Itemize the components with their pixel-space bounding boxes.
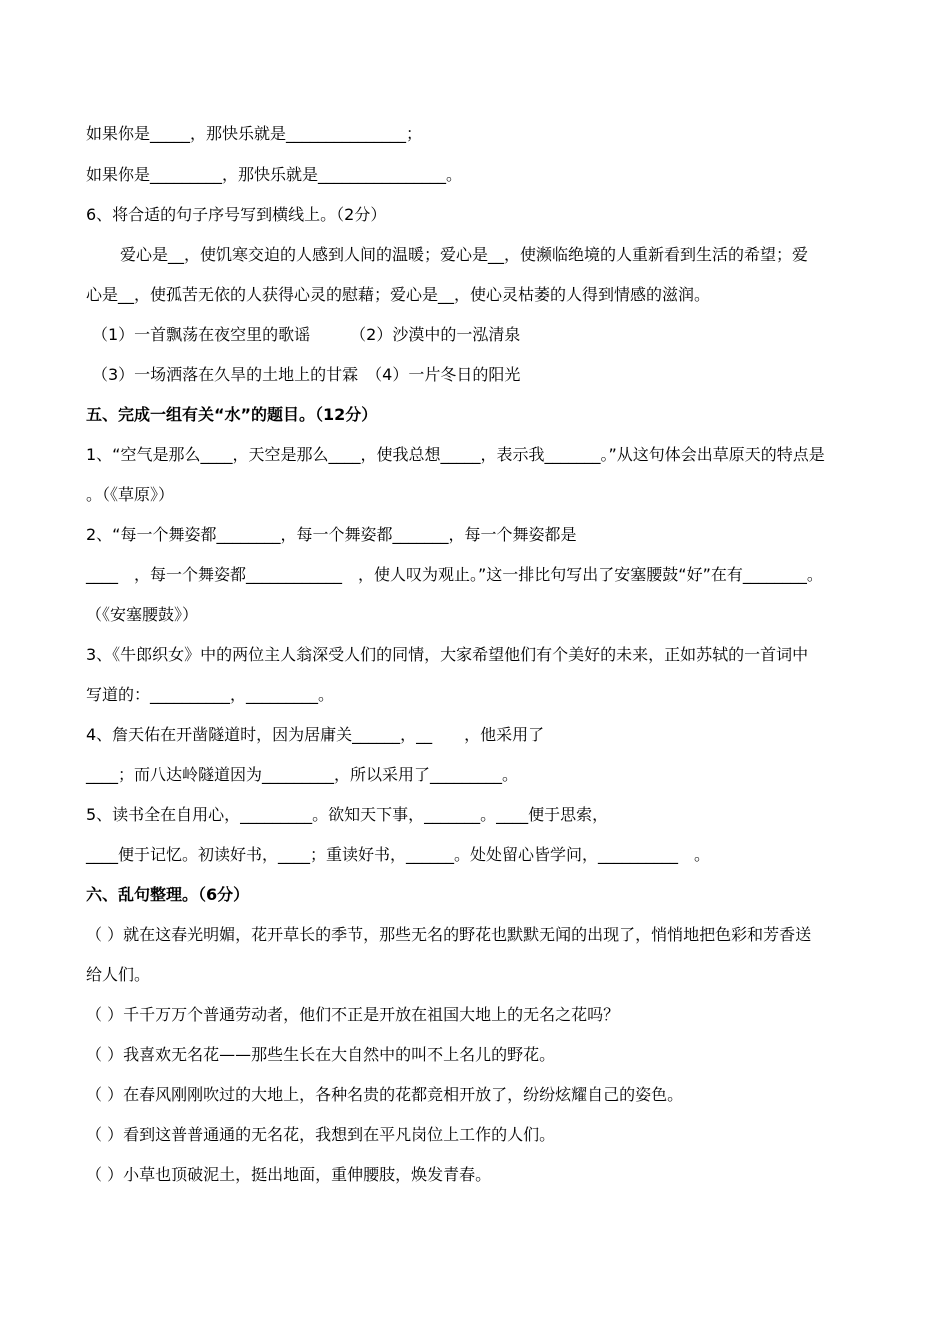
- options-3-4: （3）一场洒落在久旱的土地上的甘霖 （4）一片冬日的阳光: [92, 365, 521, 384]
- q5-4-line-2: ____；而八达岭隧道因为_________，所以采用了_________。: [86, 765, 519, 784]
- sentence-2: （ ）千千万万个普通劳动者，他们不正是开放在祖国大地上的无名之花吗？: [86, 1005, 620, 1024]
- sentence-4: （ ）在春风刚刚吹过的大地上，各种名贵的花都竞相开放了，纷纷炫耀自己的姿色。: [86, 1085, 684, 1104]
- sentence-1-line-1: （ ）就在这春光明媚，花开草长的季节，那些无名的野花也默默无闻的出现了，悄悄地把色彩和芳香送: [86, 925, 812, 944]
- line-happy-1: 如果你是_____，那快乐就是_______________；: [86, 124, 423, 143]
- q5-3-line-1: 3、《牛郎织女》中的两位主人翁深受人们的同情，大家希望他们有个美好的未来，正如苏轼的一首词中: [86, 645, 809, 664]
- section-6-heading: 六、乱句整理。（6分）: [86, 885, 250, 904]
- q5-5-line-2: ____便于记忆。初读好书，____；重读好书，______。处处留心皆学问，__________ 。: [86, 845, 711, 864]
- question-6-title: 6、将合适的句子序号写到横线上。（2分）: [86, 205, 387, 224]
- q5-2-line-3: （《安塞腰鼓》）: [86, 605, 199, 624]
- sentence-6: （ ）小草也顶破泥土，挺出地面，重伸腰肢，焕发青春。: [86, 1165, 492, 1184]
- q5-1-line-1: 1、“空气是那么____，天空是那么____，使我总想_____，表示我_______。”从这句体会出草原天的特点是: [86, 445, 825, 464]
- sentence-5: （ ）看到这普普通通的无名花，我想到在平凡岗位上工作的人们。: [86, 1125, 556, 1144]
- q5-5-line-1: 5、读书全在自用心，_________。欲知天下事，_______。____便于思索，: [86, 805, 609, 824]
- sentence-3: （ ）我喜欢无名花——那些生长在大自然中的叫不上名儿的野花。: [86, 1045, 556, 1064]
- q5-2-line-1: 2、“每一个舞姿都________，每一个舞姿都_______，每一个舞姿都是: [86, 525, 577, 544]
- sentence-1-line-2: 给人们。: [86, 965, 151, 984]
- q5-1-line-2: 。（《草原》）: [86, 485, 175, 504]
- love-paragraph-line-1: 爱心是__，使饥寒交迫的人感到人间的温暖；爱心是__，使濒临绝境的人重新看到生活的希望；爱: [120, 245, 809, 264]
- q5-2-line-2: ____ ，每一个舞姿都____________ ，使人叹为观止。”这一排比句写出了安塞腰鼓“好”在有________。: [86, 565, 823, 584]
- line-happy-2: 如果你是_________，那快乐就是________________。: [86, 165, 463, 184]
- options-1-2: （1）一首飘荡在夜空里的歌谣 （2）沙漠中的一泓清泉: [92, 325, 521, 344]
- section-5-heading: 五、完成一组有关“水”的题目。（12分）: [86, 405, 378, 424]
- q5-3-line-2: 写道的：__________，_________。: [86, 685, 335, 704]
- love-paragraph-line-2: 心是__，使孤苦无依的人获得心灵的慰藉；爱心是__，使心灵枯萎的人得到情感的滋润。: [86, 285, 711, 304]
- q5-4-line-1: 4、詹天佑在开凿隧道时，因为居庸关______，__ ，他采用了: [86, 725, 545, 744]
